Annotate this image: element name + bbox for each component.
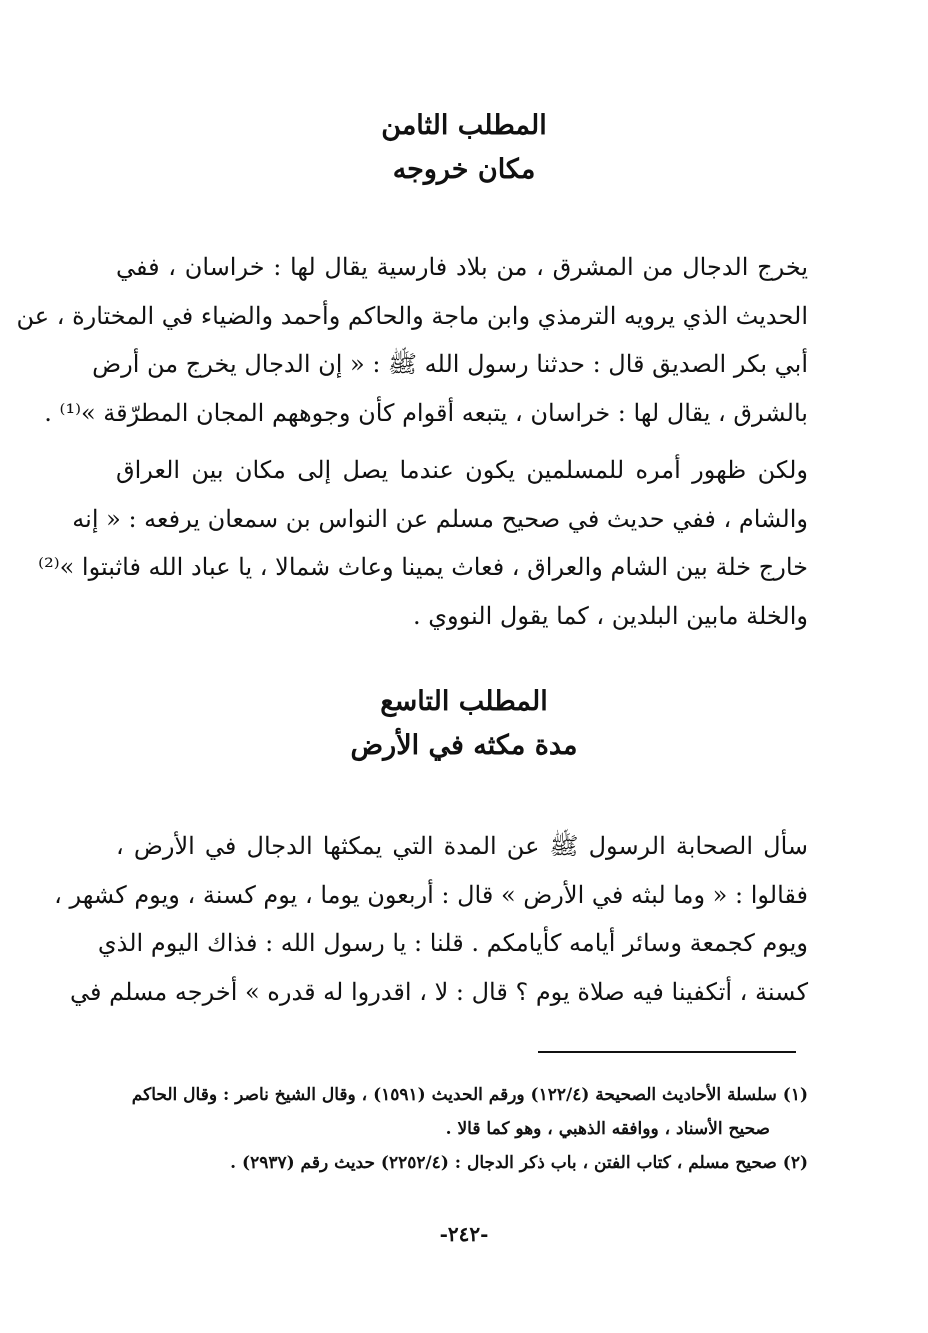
footnote-1-line-1: (١) سلسلة الأحاديث الصحيحة (١٢٢/٤) ورقم الحديث (١٥٩١) ، وقال الشيخ ناصر : وقال الحاكم: [131, 1085, 808, 1105]
footnote-1-line-2: صحيح الأسناد ، ووافقه الذهبي ، وهو كما قالا .: [445, 1119, 770, 1139]
paragraph-line: كسنة ، أتكفينا فيه صلاة يوم ؟ قال : لا ، اقدروا له قدره » أخرجه مسلم في: [70, 977, 808, 1006]
section-9-heading-block: [0, 680, 928, 768]
paragraph-line: الحديث الذي يرويه الترمذي وابن ماجة والحاكم وأحمد والضياء في المختارة ، عن: [16, 301, 808, 330]
section-8-heading: المطلب الثامن: [381, 110, 547, 141]
paragraph-line: بالشرق ، يقال لها : خراسان ، يتبعه أقوام كأن وجوههم المجان المطرّقة »⁽¹⁾ .: [44, 398, 808, 427]
paragraph-line: فقالوا : « وما لبثه في الأرض » قال : أربعون يوما ، يوم كسنة ، ويوم كشهر ،: [54, 880, 808, 909]
paragraph-line: والشام ، ففي حديث في صحيح مسلم عن النواس بن سمعان يرفعه : « إنه: [72, 504, 808, 533]
paragraph-line: أبي بكر الصديق قال : حدثنا رسول الله ﷺ : « إن الدجال يخرج من أرض: [92, 350, 808, 378]
section-9-paragraph-1: [54, 822, 808, 1016]
section-8-subheading: مكان خروجه: [392, 154, 536, 185]
paragraph-line: سأل الصحابة الرسول ﷺ عن المدة التي يمكثها الدجال في الأرض ،: [116, 832, 808, 860]
section-9-subheading: مدة مكثه في الأرض: [350, 730, 578, 761]
paragraph-line: يخرج الدجال من المشرق ، من بلاد فارسية يقال لها : خراسان ، ففي: [116, 253, 808, 281]
paragraph-line: والخلة مابين البلدين ، كما يقول النووي .: [413, 601, 808, 630]
paragraph-line: ويوم كجمعة وسائر أيامه كأيامكم . قلنا : يا رسول الله : فذاك اليوم الذي: [97, 929, 808, 957]
section-8-paragraph-1: [16, 243, 808, 437]
section-8-heading-block: [0, 104, 928, 192]
paragraph-line: خارج خلة بين الشام والعراق ، فعاث يمينا وعاث شمالا ، يا عباد الله فاثبتوا »⁽²⁾: [38, 553, 808, 581]
footnotes: [112, 1078, 808, 1180]
section-8-paragraph-2: [38, 446, 808, 640]
paragraph-line: ولكن ظهور أمره للمسلمين يكون عندما يصل إلى مكان بين العراق: [116, 456, 808, 484]
footnote-separator: [538, 1051, 796, 1053]
footnote-2-line-1: (٢) صحيح مسلم ، كتاب الفتن ، باب ذكر الدجال : (٢٢٥٢/٤) حديث رقم (٢٩٣٧) .: [230, 1153, 808, 1173]
section-9-heading: المطلب التاسع: [380, 686, 548, 717]
page-number: -٢٤٢-: [439, 1222, 489, 1246]
